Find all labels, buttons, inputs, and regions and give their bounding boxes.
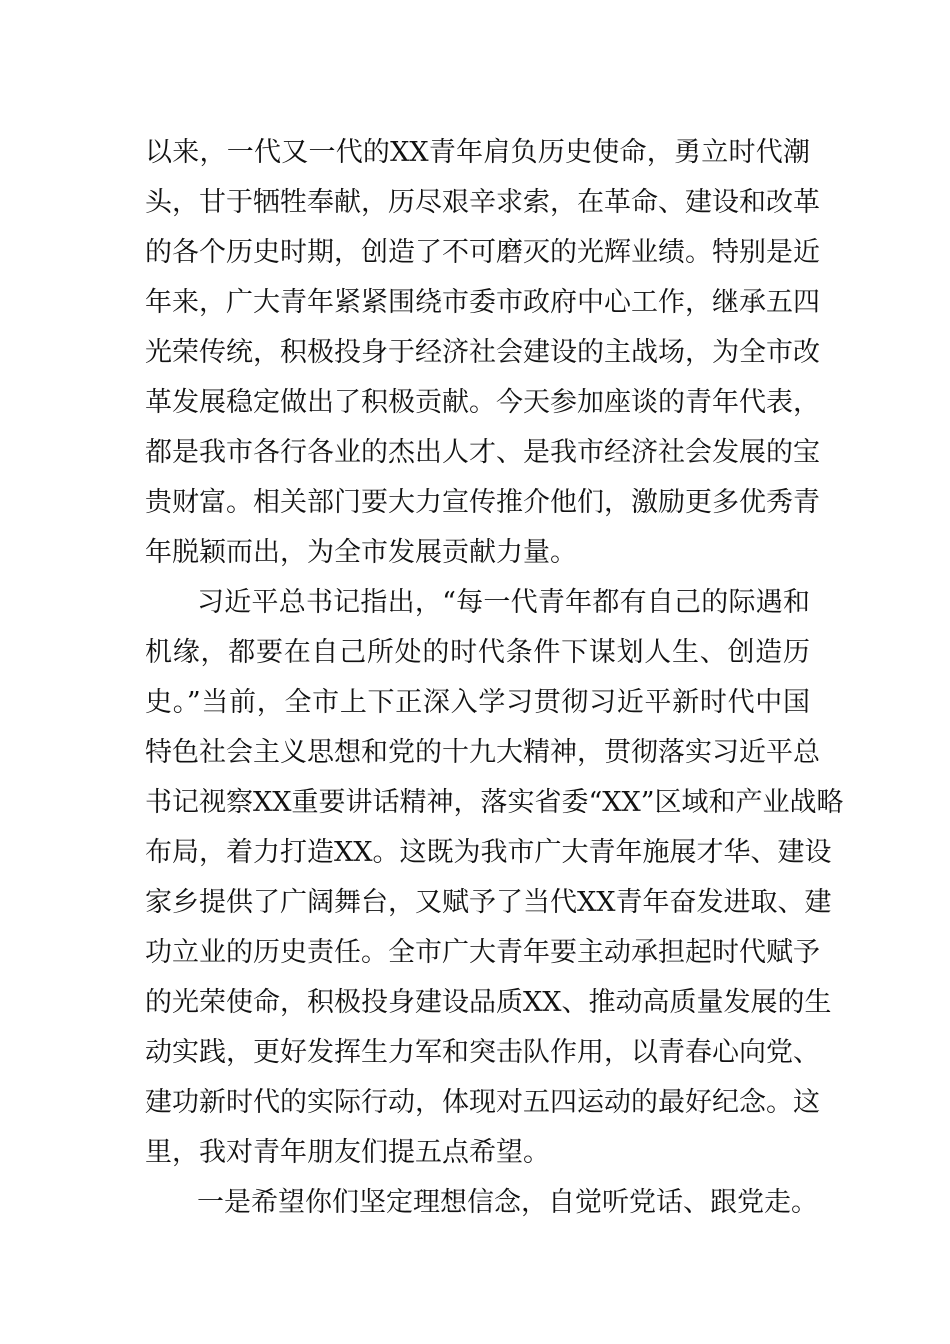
paragraph-2-line-4: 特色社会主义思想和党的十九大精神，贯彻落实习近平总 bbox=[145, 737, 820, 768]
paragraph-1-line-9: 年脱颖而出，为全市发展贡献力量。 bbox=[145, 537, 577, 568]
paragraph-2-line-1: 习近平总书记指出，“每一代青年都有自己的际遇和 bbox=[197, 587, 810, 618]
paragraph-1-line-3: 的各个历史时期，创造了不可磨灭的光辉业绩。特别是近 bbox=[145, 237, 820, 268]
paragraph-2-line-8: 功立业的历史责任。全市广大青年要主动承担起时代赋予 bbox=[145, 937, 820, 968]
paragraph-2-line-10: 动实践，更好发挥生力军和突击队作用，以青春心向党、 bbox=[145, 1037, 820, 1068]
paragraph-1-line-1: 以来，一代又一代的XX青年肩负历史使命，勇立时代潮 bbox=[145, 137, 810, 168]
paragraph-2-line-2: 机缘，都要在自己所处的时代条件下谋划人生、创造历 bbox=[145, 637, 810, 668]
paragraph-2-line-11: 建功新时代的实际行动，体现对五四运动的最好纪念。这 bbox=[145, 1087, 820, 1118]
paragraph-2-line-6: 布局，着力打造XX。这既为我市广大青年施展才华、建设 bbox=[145, 837, 832, 868]
paragraph-2-line-3: 史。”当前，全市上下正深入学习贯彻习近平新时代中国 bbox=[145, 687, 810, 718]
paragraph-1-line-2: 头，甘于牺牲奉献，历尽艰辛求索，在革命、建设和改革 bbox=[145, 187, 820, 218]
paragraph-1-line-7: 都是我市各行各业的杰出人才、是我市经济社会发展的宝 bbox=[145, 437, 820, 468]
paragraph-2-line-9: 的光荣使命，积极投身建设品质XX、推动高质量发展的生 bbox=[145, 987, 832, 1018]
paragraph-1-line-4: 年来，广大青年紧紧围绕市委市政府中心工作，继承五四 bbox=[145, 287, 820, 318]
paragraph-2-line-7: 家乡提供了广阔舞台，又赋予了当代XX青年奋发进取、建 bbox=[145, 887, 832, 918]
paragraph-1-line-8: 贵财富。相关部门要大力宣传推介他们，激励更多优秀青 bbox=[145, 487, 820, 518]
paragraph-3-line-1: 一是希望你们坚定理想信念，自觉听党话、跟党走。 bbox=[197, 1187, 818, 1218]
paragraph-1-line-6: 革发展稳定做出了积极贡献。今天参加座谈的青年代表， bbox=[145, 387, 820, 418]
paragraph-1-line-5: 光荣传统，积极投身于经济社会建设的主战场，为全市改 bbox=[145, 337, 820, 368]
paragraph-2-line-5: 书记视察XX重要讲话精神，落实省委“XX”区域和产业战略 bbox=[145, 787, 844, 818]
paragraph-2-line-12: 里，我对青年朋友们提五点希望。 bbox=[145, 1137, 550, 1168]
